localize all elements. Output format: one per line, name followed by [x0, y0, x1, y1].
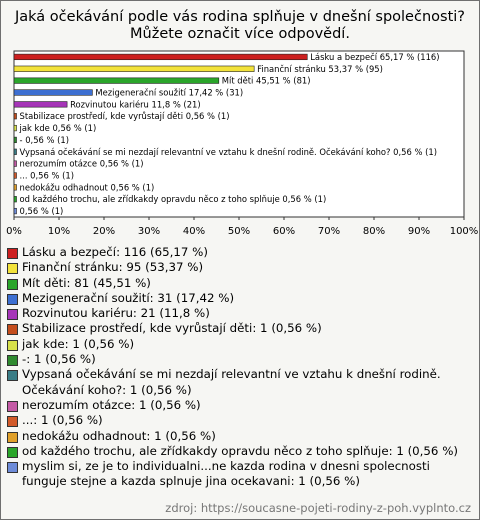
x-tick-label: 50% [227, 226, 251, 237]
x-tick-label: 30% [137, 226, 161, 237]
legend-item [7, 429, 477, 444]
x-tick-label: 90% [407, 226, 431, 237]
legend-label: Lásku a bezpečí: 116 (65,17 %) [22, 245, 208, 259]
x-tick-label: 80% [362, 226, 386, 237]
legend-label: Mít děti: 81 (45,51 %) [22, 275, 151, 290]
legend-item [7, 459, 477, 490]
bar-label: Mezigenerační soužití 17,42 % (31) [95, 87, 244, 98]
legend-label: Finanční stránku: 95 (53,37 %) [22, 260, 204, 275]
bar [14, 196, 17, 202]
bar [14, 149, 17, 155]
legend-swatch [7, 294, 18, 305]
legend-item [7, 321, 477, 336]
x-tick-label: 20% [92, 226, 116, 237]
legend-item [7, 291, 477, 306]
legend-swatch [7, 309, 18, 320]
x-tick-label: 0% [6, 226, 22, 237]
legend-item [7, 245, 477, 260]
bar-label: Mít děti 45,51 % (81) [221, 75, 311, 86]
bar-label: nedokážu odhadnout 0,56 % (1) [19, 182, 155, 193]
legend-swatch [7, 462, 18, 473]
legend-label: Stabilizace prostředí, kde vyrůstají děti: 1 (0,56 %) [22, 321, 322, 336]
legend-item [7, 306, 477, 321]
x-tick-label: 10% [47, 226, 71, 237]
legend-item [7, 413, 477, 428]
bar [14, 185, 17, 191]
bar-label: 0,56 % (1) [19, 206, 64, 217]
legend-swatch [7, 370, 18, 381]
legend-label: -: 1 (0,56 %) [22, 352, 96, 367]
bar-label: ... 0,56 % (1) [19, 170, 74, 181]
legend-item [7, 276, 477, 291]
bar [14, 102, 67, 108]
legend-label: ...: 1 (0,56 %) [22, 413, 103, 428]
bar [14, 137, 17, 143]
legend-swatch [7, 447, 18, 458]
bar [14, 208, 17, 214]
legend-label: Vypsaná očekávání se mi nezdají relevantní ve vztahu k dnešní rodině. Očekávání koho?: 1 (0,56 %) [22, 367, 441, 397]
legend-item [7, 398, 477, 413]
legend-swatch [7, 279, 18, 290]
chart-title-line-1: Jaká očekávání podle vás rodina splňuje v dnešní společnosti? [15, 9, 465, 25]
legend-swatch [7, 248, 18, 259]
legend-swatch [7, 324, 18, 335]
legend-item [7, 367, 477, 398]
legend-label: Mezigenerační soužití: 31 (17,42 %) [22, 290, 235, 305]
x-tick-label: 60% [272, 226, 296, 237]
legend-item [7, 337, 477, 352]
source-link[interactable]: zdroj: https://soucasne-pojeti-rodiny-z-poh.vyplnto.cz [165, 501, 471, 515]
legend-item [7, 260, 477, 275]
x-tick-label: 100% [449, 226, 479, 237]
chart-title-line-2: Můžete označit více odpovědí. [130, 26, 350, 42]
bar-label: nerozumím otázce 0,56 % (1) [19, 158, 144, 169]
legend-swatch [7, 432, 18, 443]
legend-swatch [7, 340, 18, 351]
bar-label: jak kde 0,56 % (1) [19, 123, 97, 134]
bar [14, 54, 307, 60]
x-tick-label: 40% [182, 226, 206, 237]
legend-label: Rozvinutou kariéru: 21 (11,8 %) [22, 306, 210, 321]
legend-swatch [7, 263, 18, 274]
bar-label: - 0,56 % (1) [19, 134, 70, 145]
bar [14, 125, 17, 131]
x-tick-label: 70% [317, 226, 341, 237]
legend-item [7, 352, 477, 367]
legend-label: nedokážu odhadnout: 1 (0,56 %) [22, 428, 216, 443]
legend [7, 245, 477, 490]
bar [14, 161, 17, 167]
bar [14, 66, 254, 72]
bar [14, 173, 17, 179]
legend-item [7, 444, 477, 459]
bar-label: Finanční stránku 53,37 % (95) [257, 63, 383, 74]
legend-label: jak kde: 1 (0,56 %) [22, 336, 135, 351]
bar [14, 90, 92, 96]
legend-label: nerozumím otázce: 1 (0,56 %) [22, 397, 201, 412]
bar [14, 113, 17, 119]
chart-title [1, 9, 479, 43]
bar [14, 78, 219, 84]
bar-label: od každého trochu, ale zřídkakdy opravdu něco z toho splňuje 0,56 % (1) [19, 194, 327, 205]
bar-label: Lásku a bezpečí 65,17 % (116) [310, 51, 440, 62]
legend-label: myslim si, ze je to individualni...ne kazda rodina v dnesni spolecnosti funguje stejne a kazda splnuje jina ocekavani: 1 (0,56 %) [22, 459, 430, 489]
bar-label: Stabilizace prostředí, kde vyrůstají děti 0,56 % (1) [19, 111, 230, 122]
legend-swatch [7, 355, 18, 366]
legend-swatch [7, 416, 18, 427]
bar-chart [6, 49, 479, 239]
bar-label: Rozvinutou kariéru 11,8 % (21) [70, 99, 201, 110]
bar-label: Vypsaná očekávání se mi nezdají relevantní ve vztahu k dnešní rodině. Očekávání koho? 0,56 % (1) [19, 146, 437, 157]
legend-label: od každého trochu, ale zřídkakdy opravdu něco z toho splňuje: 1 (0,56 %) [22, 443, 459, 458]
legend-swatch [7, 401, 18, 412]
